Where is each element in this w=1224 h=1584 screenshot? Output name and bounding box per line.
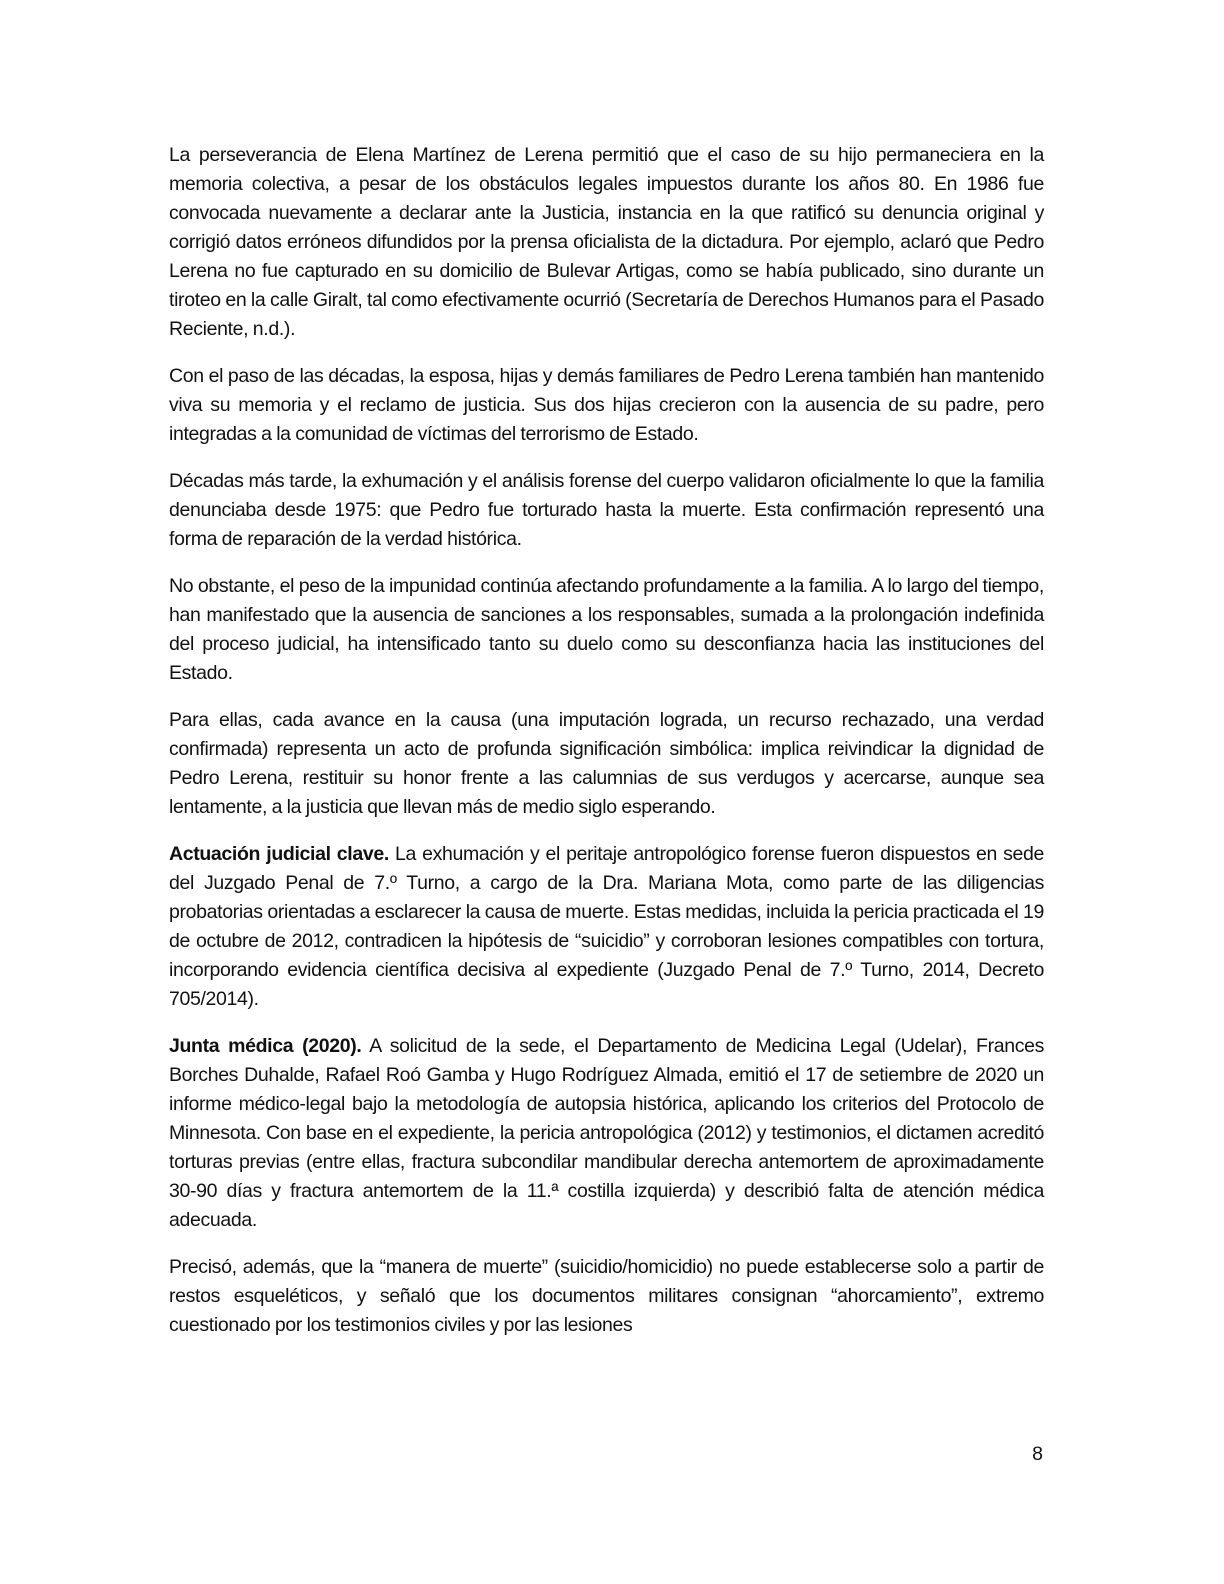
paragraph-family-memory bbox=[169, 362, 1044, 449]
paragraph-judicial-action bbox=[169, 840, 1044, 1014]
paragraph-medical-board bbox=[169, 1032, 1044, 1235]
paragraph-exhumation-confirmation bbox=[169, 467, 1044, 554]
paragraph-text: La exhumación y el peritaje antropológico forense fueron dispuestos en sede del Juzgado Penal de 7.º Turno, a cargo de la Dra. Mariana Mota, como parte de las diligencias probatorias orientadas a esclarecer la causa de muerte. Estas medidas, incluida la pericia practicada el 19 de octubre de 2012, contradicen la hipótesis de “suicidio” y corroboran lesiones compatibles con tortura, incorporando evidencia científica decisiva al expediente (Juzgado Penal de 7.º Turno, 2014, Decreto 705/2014). bbox=[169, 843, 1044, 1010]
page-number: 8 bbox=[1032, 1443, 1043, 1465]
paragraph-elena-perseverance bbox=[169, 141, 1044, 344]
paragraph-lead-heading: Actuación judicial clave. bbox=[169, 843, 389, 865]
paragraph-symbolic-significance bbox=[169, 706, 1044, 822]
paragraph-lead-heading: Junta médica (2020). bbox=[169, 1035, 362, 1057]
paragraph-text: A solicitud de la sede, el Departamento de Medicina Legal (Udelar), Frances Borches Duhalde, Rafael Roó Gamba y Hugo Rodríguez Almada, emitió el 17 de setiembre de 2020 un informe médico-legal bajo la metodología de autopsia histórica, aplicando los criterios del Protocolo de Minnesota. Con base en el expediente, la pericia antropológica (2012) y testimonios, el dictamen acreditó torturas previas (entre ellas, fractura subcondilar mandibular derecha antemortem de aproximadamente 30-90 días y fractura antemortem de la 11.ª costilla izquierda) y describió falta de atención médica adecuada. bbox=[169, 1035, 1044, 1231]
paragraph-text: Décadas más tarde, la exhumación y el análisis forense del cuerpo validaron oficialmente lo que la familia denunciaba desde 1975: que Pedro fue torturado hasta la muerte. Esta confirmación representó una forma de reparación de la verdad histórica. bbox=[169, 470, 1044, 550]
paragraph-text: Precisó, además, que la “manera de muerte” (suicidio/homicidio) no puede establecerse solo a partir de restos esqueléticos, y señaló que los documentos militares consignan “ahorcamiento”, extremo cuestionado por los testimonios civiles y por las lesiones bbox=[169, 1256, 1044, 1336]
paragraph-text: Para ellas, cada avance en la causa (una imputación lograda, un recurso rechazado, una verdad confirmada) representa un acto de profunda significación simbólica: implica reivindicar la dignidad de Pedro Lerena, restituir su honor frente a las calumnias de sus verdugos y acercarse, aunque sea lentamente, a la justicia que llevan más de medio siglo esperando. bbox=[169, 709, 1044, 818]
paragraph-text: La perseverancia de Elena Martínez de Lerena permitió que el caso de su hijo permaneciera en la memoria colectiva, a pesar de los obstáculos legales impuestos durante los años 80. En 1986 fue convocada nuevamente a declarar ante la Justicia, instancia en la que ratificó su denuncia original y corrigió datos erróneos difundidos por la prensa oficialista de la dictadura. Por ejemplo, aclaró que Pedro Lerena no fue capturado en su domicilio de Bulevar Artigas, como se había publicado, sino durante un tiroteo en la calle Giralt, tal como efectivamente ocurrió (Secretaría de Derechos Humanos para el Pasado Reciente, n.d.). bbox=[169, 144, 1044, 340]
paragraph-manner-of-death bbox=[169, 1253, 1044, 1340]
document-page-body bbox=[169, 141, 1044, 1358]
paragraph-text: Con el paso de las décadas, la esposa, hijas y demás familiares de Pedro Lerena también han mantenido viva su memoria y el reclamo de justicia. Sus dos hijas crecieron con la ausencia de su padre, pero integradas a la comunidad de víctimas del terrorismo de Estado. bbox=[169, 365, 1044, 445]
paragraph-impunity bbox=[169, 572, 1044, 688]
paragraph-text: No obstante, el peso de la impunidad continúa afectando profundamente a la familia. A lo largo del tiempo, han manifestado que la ausencia de sanciones a los responsables, sumada a la prolongación indefinida del proceso judicial, ha intensificado tanto su duelo como su desconfianza hacia las instituciones del Estado. bbox=[169, 575, 1044, 684]
